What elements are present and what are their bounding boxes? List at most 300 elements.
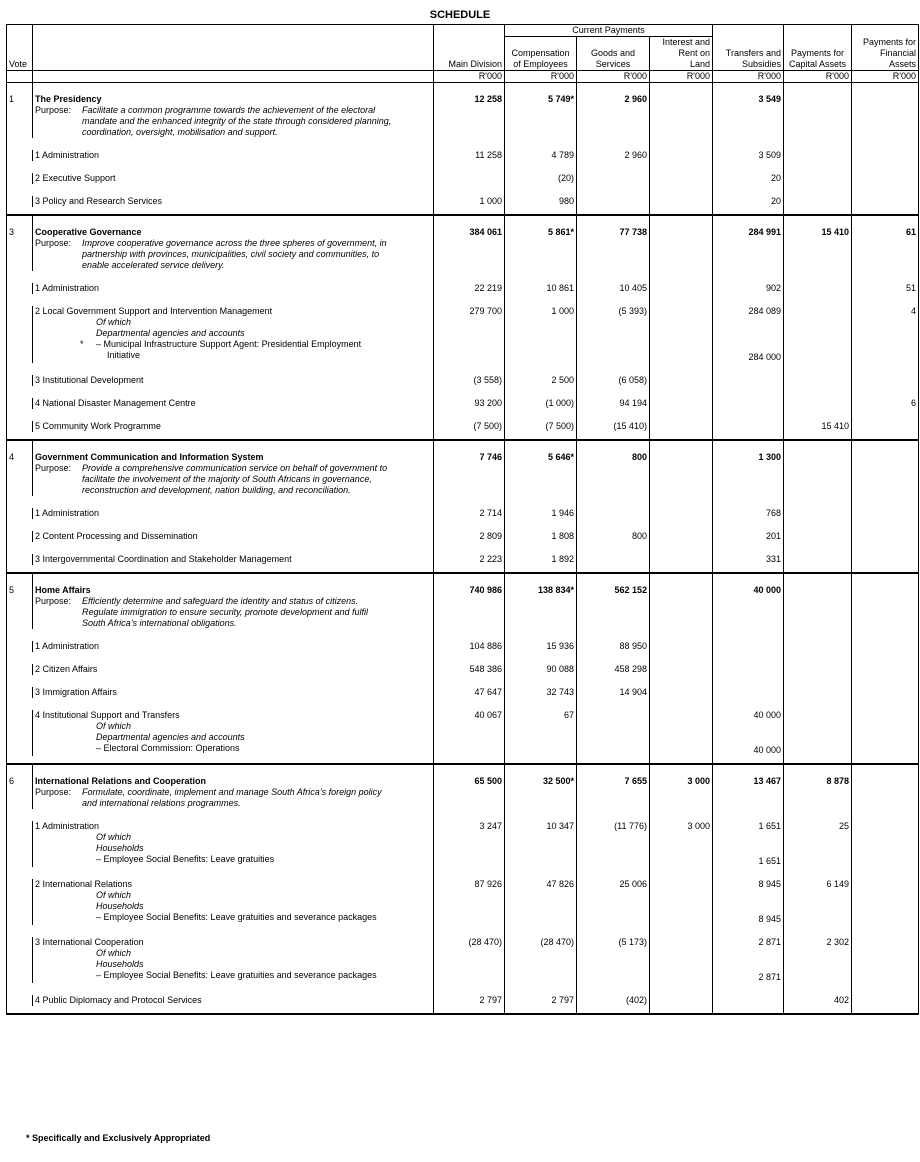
vote-total-value: 12 258 [434,83,505,139]
programme-value-cell [784,306,852,363]
programme-value-cell [784,531,852,542]
programme-value: 2 223 [479,554,502,564]
programme-value: 1 892 [551,554,574,564]
of-which-label: Of which [96,317,132,327]
table-body [7,83,919,1016]
spacer-row [7,1006,919,1014]
programme-value-cell [713,150,784,161]
vote-name: International Relations and Cooperation [35,776,207,786]
programme-value-cell [784,937,852,983]
programme-value: (6 058) [618,375,647,385]
programme-value: 3 247 [479,821,502,831]
programme-value-cell [852,554,919,565]
header-transfers-line: Transfers and [725,48,781,58]
programme-value-cell [852,995,919,1006]
vote-total-value: 562 152 [577,573,650,629]
purpose-line: Facilitate a common programme towards the achievement of the electoral [82,105,376,115]
programme-cell [33,196,434,207]
item-value: 284 000 [748,352,781,362]
programme-value-cell [577,641,650,652]
vote-name: Cooperative Governance [35,227,142,237]
programme-value-cell [650,421,713,432]
programme-value-cell [505,821,577,867]
programme-value-cell [852,283,919,294]
vote-total-value: 15 410 [784,215,852,271]
programme-value-cell [852,937,919,983]
programme-row [7,196,919,207]
programme-cell [33,821,434,867]
programme-value: 90 088 [546,664,574,674]
programme-value-cell [784,687,852,698]
programme-value-cell [713,687,784,698]
programme-value: (3 558) [473,375,502,385]
purpose-text [82,463,387,496]
vote-purpose [35,596,431,629]
programme-value-cell [650,554,713,565]
vote-total-value: 13 467 [713,764,784,809]
vote-number: 1 [7,83,33,139]
programme-value: 25 006 [619,879,647,889]
programme-value: 10 405 [619,283,647,293]
programme-value: 11 258 [475,150,502,160]
programme-value: 2 797 [479,995,502,1005]
programme-value: (7 500) [473,421,502,431]
header-interest-line: Interest and [662,37,710,47]
programme-value-cell [784,398,852,409]
item-line [35,970,431,981]
programme-label: 3 Policy and Research Services [35,196,163,206]
programme-value: (20) [557,173,574,183]
programme-value: 4 789 [551,150,574,160]
vote-total-value [852,573,919,629]
header-description [33,37,434,71]
programme-cell [33,554,434,565]
item-value: 2 871 [758,972,781,982]
vote-total-value: 1 300 [713,440,784,496]
unit-label: R'000 [650,71,713,83]
programme-value: 32 743 [546,687,574,697]
header-main-division: Main Division [434,37,505,71]
purpose-line: Formulate, coordinate, implement and manage South Africa’s foreign policy [82,787,382,797]
programme-value-cell [577,375,650,386]
programme-row [7,375,919,386]
programme-value-cell [434,421,505,432]
header-interest-line: Rent on [678,48,710,58]
programme-value-cell [505,398,577,409]
vote-purpose [35,105,431,138]
programme-value-cell [577,150,650,161]
programme-label: 3 Immigration Affairs [35,687,117,697]
vote-name-cell [33,215,434,271]
programme-value-cell [713,421,784,432]
programme-row [7,554,919,565]
programme-value-cell [505,306,577,363]
spacer-row [7,184,919,196]
programme-value: 980 [558,196,574,206]
purpose-label: Purpose: [35,105,72,115]
programme-value-cell [852,398,919,409]
programme-value-cell [577,879,650,925]
programme-row [7,641,919,652]
programme-value: 94 194 [619,398,647,408]
programme-value: 279 700 [469,306,502,316]
programme-value-cell [650,531,713,542]
vote-total-value [650,83,713,139]
header-capital-line: Capital Assets [788,59,847,69]
programme-value-cell [713,306,784,363]
programme-label: 2 Content Processing and Dissemination [35,531,198,541]
programme-cell [33,375,434,386]
programme-value: (11 776) [614,821,647,831]
programme-value-cell [713,821,784,867]
programme-value-cell [577,306,650,363]
programme-value-cell [852,196,919,207]
programme-value-cell [784,641,852,652]
programme-value: 331 [765,554,781,564]
header-units-row [7,71,919,83]
programme-label: 1 Administration [35,821,100,831]
header-capital [784,37,852,71]
programme-value-cell [577,283,650,294]
vote-total-value: 7 746 [434,440,505,496]
programme-label: 3 Institutional Development [35,375,144,385]
programme-value-cell [713,554,784,565]
programme-value: 8 945 [758,879,781,889]
star-marker: * [80,339,84,349]
spacer-row [7,925,919,937]
programme-value: 201 [765,531,781,541]
programme-row [7,150,919,161]
item-value: 40 000 [753,745,781,755]
programme-value: (7 500) [545,421,574,431]
spacer-row [7,161,919,173]
programme-value-cell [434,821,505,867]
programme-label: 4 Institutional Support and Transfers [35,710,180,720]
programme-label: 2 Executive Support [35,173,116,183]
programme-value: (1 000) [545,398,574,408]
programme-value-cell [852,531,919,542]
programme-row [7,879,919,925]
programme-value: 768 [765,508,781,518]
programme-value-cell [784,508,852,519]
item-value-spacer [715,832,781,856]
programme-value: 2 809 [479,531,502,541]
programme-value-cell [577,196,650,207]
programme-value-cell [434,937,505,983]
item-line [35,912,431,923]
programme-value: 2 960 [624,150,647,160]
programme-cell [33,173,434,184]
programme-cell [33,995,434,1006]
programme-value-cell [852,150,919,161]
programme-value-cell [650,995,713,1006]
programme-row [7,398,919,409]
programme-value-cell [577,554,650,565]
programme-value-cell [713,283,784,294]
programme-value-cell [505,995,577,1006]
programme-label: 2 Local Government Support and Intervention Management [35,306,273,316]
purpose-line: Efficiently determine and safeguard the identity and status of citizens. [82,596,359,606]
programme-value: 10 861 [546,283,574,293]
programme-value-cell [784,150,852,161]
spacer-row [7,496,919,508]
programme-value-cell [505,150,577,161]
header-goods-line: Services [595,59,631,69]
programme-label: 1 Administration [35,283,100,293]
spacer-row [7,652,919,664]
programme-value-cell [784,821,852,867]
programme-value-cell [650,306,713,363]
programme-value-cell [577,664,650,675]
vote-number: 4 [7,440,33,496]
spacer-row [7,756,919,764]
category-label: Households [96,843,144,853]
item-text: – Employee Social Benefits: Leave gratuities [96,854,275,864]
programme-row [7,421,919,432]
vote-name: The Presidency [35,94,102,104]
programme-value: 25 [838,821,849,831]
programme-row [7,821,919,867]
programme-value: 47 647 [474,687,502,697]
programme-value-cell [784,196,852,207]
programme-value-cell [650,879,713,925]
purpose-line: coordination, oversight, mobilisation and support. [82,127,278,137]
programme-row [7,508,919,519]
programme-label: 3 Intergovernmental Coordination and Stakeholder Management [35,554,292,564]
vote-row [7,573,919,629]
programme-value: 14 904 [619,687,647,697]
header-transfers-line: Subsidies [741,59,781,69]
programme-value-cell [434,173,505,184]
programme-value-cell [650,150,713,161]
programme-label: 4 Public Diplomacy and Protocol Services [35,995,202,1005]
programme-value-cell [505,710,577,756]
vote-total-value: 384 061 [434,215,505,271]
purpose-line: South Africa’s international obligations. [82,618,237,628]
purpose-label: Purpose: [35,596,72,606]
vote-purpose [35,238,431,271]
programme-label: 1 Administration [35,508,100,518]
purpose-line: and international relations programmes. [82,798,241,808]
item-line [35,339,431,350]
unit-label: R'000 [784,71,852,83]
item-value-spacer [715,317,781,352]
programme-value: 402 [833,995,849,1005]
programme-value: 4 [910,306,916,316]
programme-value: 1 946 [551,508,574,518]
programme-value: 3 000 [687,821,710,831]
programme-value: 93 200 [474,398,502,408]
programme-value-cell [577,937,650,983]
programme-value: (5 393) [618,306,647,316]
vote-total-value: 32 500* [505,764,577,809]
programme-value-cell [852,687,919,698]
programme-value-cell [852,664,919,675]
programme-cell [33,508,434,519]
schedule-title: SCHEDULE [429,9,491,21]
programme-value-cell [713,398,784,409]
programme-value-cell [577,995,650,1006]
programme-value-cell [852,421,919,432]
unit-label: R'000 [505,71,577,83]
programme-value-cell [577,687,650,698]
header-goods-line: Goods and [590,48,636,58]
vote-number: 5 [7,573,33,629]
header-row [7,25,919,37]
header-financial-spacer [852,25,919,37]
purpose-line: facilitate the involvement of the majority of South Africans in governance, [82,474,372,484]
spacer-row [7,519,919,531]
purpose-label: Purpose: [35,238,72,248]
programme-cell [33,306,434,363]
programme-value-cell [505,531,577,542]
programme-cell [33,531,434,542]
programme-row [7,995,919,1006]
programme-value-cell [434,995,505,1006]
programme-value-cell [713,937,784,983]
programme-value: 51 [905,283,916,293]
programme-value: 20 [770,196,781,206]
programme-value-cell [650,508,713,519]
programme-value-cell [713,879,784,925]
header-financial [852,37,919,71]
programme-value: 3 509 [758,150,781,160]
programme-value: 2 797 [551,995,574,1005]
programme-value-cell [713,375,784,386]
vote-name: Home Affairs [35,585,91,595]
programme-value-cell [784,283,852,294]
programme-row [7,173,919,184]
programme-value-cell [713,710,784,756]
programme-value-cell [650,937,713,983]
header-capital-spacer [784,25,852,37]
programme-value-cell [434,398,505,409]
header-transfers-spacer [713,25,784,37]
unit-label: R'000 [852,71,919,83]
programme-value-cell [713,196,784,207]
programme-value-cell [505,375,577,386]
programme-value-cell [650,821,713,867]
programme-value: 1 808 [551,531,574,541]
programme-value: 284 089 [748,306,781,316]
programme-value-cell [852,306,919,363]
programme-cell [33,421,434,432]
programme-row [7,283,919,294]
programme-value: 104 886 [469,641,502,651]
programme-row [7,531,919,542]
programme-value-cell [852,879,919,925]
programme-value: 88 950 [619,641,647,651]
header-capital-line: Payments for [790,48,845,58]
programme-label: 5 Community Work Programme [35,421,161,431]
programme-value: 47 826 [546,879,574,889]
vote-total-value: 65 500 [434,764,505,809]
vote-total-value: 740 986 [434,573,505,629]
programme-cell [33,398,434,409]
header-financial-line: Financial [879,48,916,58]
programme-value-cell [650,641,713,652]
header-main-spacer [434,25,505,37]
programme-value: 6 [910,398,916,408]
footnote: * Specifically and Exclusively Appropriated [26,1133,211,1143]
category-label: Households [96,901,144,911]
vote-total-value: 5 646* [505,440,577,496]
programme-label: 2 International Relations [35,879,133,889]
programme-value-cell [852,173,919,184]
header-vote-spacer [7,25,33,37]
programme-value-cell [713,641,784,652]
programme-value-cell [505,421,577,432]
programme-value-cell [577,508,650,519]
programme-row [7,664,919,675]
vote-total-value: 2 960 [577,83,650,139]
purpose-text [82,238,387,271]
programme-value: (28 470) [468,937,502,947]
programme-value: 1 000 [479,196,502,206]
item-value-spacer [715,948,781,972]
programme-row [7,710,919,756]
programme-value-cell [434,879,505,925]
header-financial-line: Payments for [862,37,916,47]
programme-value-cell [434,531,505,542]
spacer-row [7,629,919,641]
programme-value-cell [505,879,577,925]
vote-row [7,440,919,496]
schedule-table [6,24,919,1015]
programme-value: 15 410 [821,421,849,431]
spacer-row [7,207,919,215]
programme-value: (402) [625,995,647,1005]
vote-number: 6 [7,764,33,809]
programme-value-cell [852,710,919,756]
unit-label: R'000 [577,71,650,83]
vote-total-value [852,440,919,496]
spacer-row [7,983,919,995]
header-interest [650,37,713,71]
purpose-line: partnership with provinces, municipalities, civil society and communities, to [82,249,380,259]
programme-value-cell [505,173,577,184]
unit-label: R'000 [434,71,505,83]
vote-total-value: 77 738 [577,215,650,271]
programme-value: 2 714 [479,508,502,518]
programme-value-cell [784,995,852,1006]
purpose-label: Purpose: [35,463,72,473]
spacer-row [7,809,919,821]
item-line [35,854,431,865]
purpose-line: Provide a comprehensive communication service on behalf of government to [82,463,388,473]
vote-total-value: 138 834* [505,573,577,629]
of-which-label: Of which [96,832,132,842]
vote-total-value: 40 000 [713,573,784,629]
table-header [7,25,919,83]
spacer-row [7,386,919,398]
programme-value: 1 000 [551,306,574,316]
programme-value-cell [434,196,505,207]
programme-value-cell [577,821,650,867]
programme-value: 902 [765,283,781,293]
programme-value: 40 000 [753,710,781,720]
programme-value: 2 871 [758,937,781,947]
vote-total-value: 5 749* [505,83,577,139]
spacer-row [7,138,919,150]
programme-value-cell [784,173,852,184]
vote-total-value [650,573,713,629]
spacer-row [7,271,919,283]
item-text: – Electoral Commission: Operations [96,743,240,753]
programme-value-cell [434,554,505,565]
item-text: – Employee Social Benefits: Leave gratuities and severance packages [96,912,377,922]
programme-label: 3 International Cooperation [35,937,144,947]
